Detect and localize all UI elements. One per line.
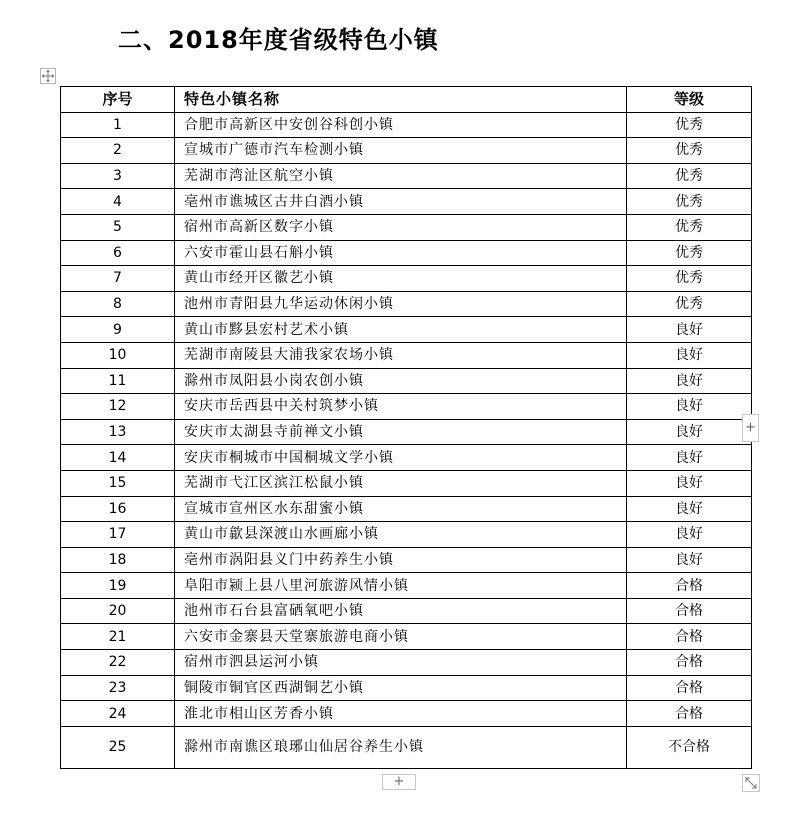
- table-row: [61, 726, 752, 768]
- table-row: [61, 214, 752, 240]
- table-row: [61, 112, 752, 138]
- cell-index[interactable]: 22: [61, 650, 175, 676]
- cell-index[interactable]: 21: [61, 624, 175, 650]
- table-resize-handle[interactable]: [742, 774, 760, 792]
- cell-index[interactable]: 24: [61, 701, 175, 727]
- cell-name[interactable]: 池州市石台县富硒氧吧小镇: [175, 598, 627, 624]
- cell-index[interactable]: 4: [61, 189, 175, 215]
- cell-grade[interactable]: 合格: [627, 675, 752, 701]
- cell-index[interactable]: 15: [61, 470, 175, 496]
- cell-grade[interactable]: 良好: [627, 496, 752, 522]
- header-grade[interactable]: 等级: [627, 87, 752, 113]
- cell-index[interactable]: 1: [61, 112, 175, 138]
- cell-name[interactable]: 芜湖市弋江区滨江松鼠小镇: [175, 470, 627, 496]
- cell-name[interactable]: 安庆市桐城市中国桐城文学小镇: [175, 445, 627, 471]
- table-row: [61, 547, 752, 573]
- header-index[interactable]: 序号: [61, 87, 175, 113]
- cell-index[interactable]: 25: [61, 726, 175, 768]
- cell-name[interactable]: 淮北市相山区芳香小镇: [175, 701, 627, 727]
- cell-index[interactable]: 23: [61, 675, 175, 701]
- table-row: [61, 163, 752, 189]
- cell-name[interactable]: 亳州市涡阳县义门中药养生小镇: [175, 547, 627, 573]
- cell-grade[interactable]: 良好: [627, 445, 752, 471]
- cell-grade[interactable]: 良好: [627, 470, 752, 496]
- cell-index[interactable]: 2: [61, 138, 175, 164]
- cell-grade[interactable]: 良好: [627, 547, 752, 573]
- cell-grade[interactable]: 良好: [627, 394, 752, 420]
- cell-index[interactable]: 3: [61, 163, 175, 189]
- cell-name[interactable]: 安庆市太湖县寺前禅文小镇: [175, 419, 627, 445]
- add-column-button[interactable]: +: [742, 414, 759, 442]
- towns-table: [60, 86, 752, 769]
- cell-grade[interactable]: 良好: [627, 522, 752, 548]
- table-row: [61, 189, 752, 215]
- cell-name[interactable]: 滁州市凤阳县小岗农创小镇: [175, 368, 627, 394]
- cell-grade[interactable]: 优秀: [627, 138, 752, 164]
- header-name[interactable]: 特色小镇名称: [175, 87, 627, 113]
- table-row: [61, 368, 752, 394]
- table-row: [61, 470, 752, 496]
- table-row: [61, 317, 752, 343]
- table-row: [61, 240, 752, 266]
- table-row: [61, 522, 752, 548]
- cell-index[interactable]: 13: [61, 419, 175, 445]
- cell-grade[interactable]: 良好: [627, 342, 752, 368]
- cell-index[interactable]: 16: [61, 496, 175, 522]
- cell-index[interactable]: 10: [61, 342, 175, 368]
- table-row: [61, 675, 752, 701]
- cell-index[interactable]: 14: [61, 445, 175, 471]
- cell-index[interactable]: 5: [61, 214, 175, 240]
- cell-name[interactable]: 宣城市广德市汽车检测小镇: [175, 138, 627, 164]
- cell-index[interactable]: 7: [61, 266, 175, 292]
- cell-index[interactable]: 20: [61, 598, 175, 624]
- cell-grade[interactable]: 良好: [627, 419, 752, 445]
- cell-index[interactable]: 6: [61, 240, 175, 266]
- cell-grade[interactable]: 优秀: [627, 214, 752, 240]
- cell-index[interactable]: 17: [61, 522, 175, 548]
- cell-grade[interactable]: 不合格: [627, 726, 752, 768]
- cell-grade[interactable]: 良好: [627, 317, 752, 343]
- cell-name[interactable]: 芜湖市南陵县大浦我家农场小镇: [175, 342, 627, 368]
- table-row: [61, 573, 752, 599]
- cell-grade[interactable]: 良好: [627, 368, 752, 394]
- cell-name[interactable]: 宿州市高新区数字小镇: [175, 214, 627, 240]
- cell-grade[interactable]: 优秀: [627, 291, 752, 317]
- cell-grade[interactable]: 优秀: [627, 266, 752, 292]
- table-move-handle[interactable]: [40, 68, 56, 84]
- table-row: [61, 342, 752, 368]
- resize-icon: [743, 775, 759, 791]
- cell-index[interactable]: 18: [61, 547, 175, 573]
- cell-index[interactable]: 19: [61, 573, 175, 599]
- cell-name[interactable]: 阜阳市颍上县八里河旅游风情小镇: [175, 573, 627, 599]
- add-row-button[interactable]: +: [382, 774, 416, 790]
- table-row: [61, 496, 752, 522]
- cell-index[interactable]: 11: [61, 368, 175, 394]
- cell-name[interactable]: 宿州市泗县运河小镇: [175, 650, 627, 676]
- table-row: [61, 266, 752, 292]
- cell-name[interactable]: 黄山市黟县宏村艺术小镇: [175, 317, 627, 343]
- cell-grade[interactable]: 合格: [627, 624, 752, 650]
- cell-grade[interactable]: 合格: [627, 701, 752, 727]
- cell-grade[interactable]: 优秀: [627, 112, 752, 138]
- cell-name[interactable]: 铜陵市铜官区西湖铜艺小镇: [175, 675, 627, 701]
- cell-grade[interactable]: 优秀: [627, 240, 752, 266]
- cell-name[interactable]: 合肥市高新区中安创谷科创小镇: [175, 112, 627, 138]
- cell-name[interactable]: 黄山市歙县深渡山水画廊小镇: [175, 522, 627, 548]
- cell-name[interactable]: 宣城市宣州区水东甜蜜小镇: [175, 496, 627, 522]
- cell-name[interactable]: 滁州市南谯区琅琊山仙居谷养生小镇: [175, 726, 627, 768]
- page-title: 二、2018年度省级特色小镇: [118, 26, 439, 54]
- cell-name[interactable]: 安庆市岳西县中关村筑梦小镇: [175, 394, 627, 420]
- table-row: [61, 598, 752, 624]
- table-row: [61, 291, 752, 317]
- cell-grade[interactable]: 合格: [627, 598, 752, 624]
- cell-name[interactable]: 六安市金寨县天堂寨旅游电商小镇: [175, 624, 627, 650]
- cell-grade[interactable]: 合格: [627, 650, 752, 676]
- table-row: [61, 624, 752, 650]
- cell-name[interactable]: 芜湖市湾沚区航空小镇: [175, 163, 627, 189]
- move-icon: [41, 69, 55, 83]
- cell-index[interactable]: 9: [61, 317, 175, 343]
- cell-name[interactable]: 六安市霍山县石斛小镇: [175, 240, 627, 266]
- cell-grade[interactable]: 合格: [627, 573, 752, 599]
- table-row: [61, 138, 752, 164]
- table-header-row: [61, 87, 752, 113]
- table-row: [61, 701, 752, 727]
- cell-name[interactable]: 亳州市谯城区古井白酒小镇: [175, 189, 627, 215]
- cell-index[interactable]: 8: [61, 291, 175, 317]
- cell-name[interactable]: 池州市青阳县九华运动休闲小镇: [175, 291, 627, 317]
- cell-grade[interactable]: 优秀: [627, 163, 752, 189]
- table-row: [61, 419, 752, 445]
- cell-grade[interactable]: 优秀: [627, 189, 752, 215]
- cell-index[interactable]: 12: [61, 394, 175, 420]
- table-row: [61, 650, 752, 676]
- cell-name[interactable]: 黄山市经开区徽艺小镇: [175, 266, 627, 292]
- table-row: [61, 394, 752, 420]
- table-row: [61, 445, 752, 471]
